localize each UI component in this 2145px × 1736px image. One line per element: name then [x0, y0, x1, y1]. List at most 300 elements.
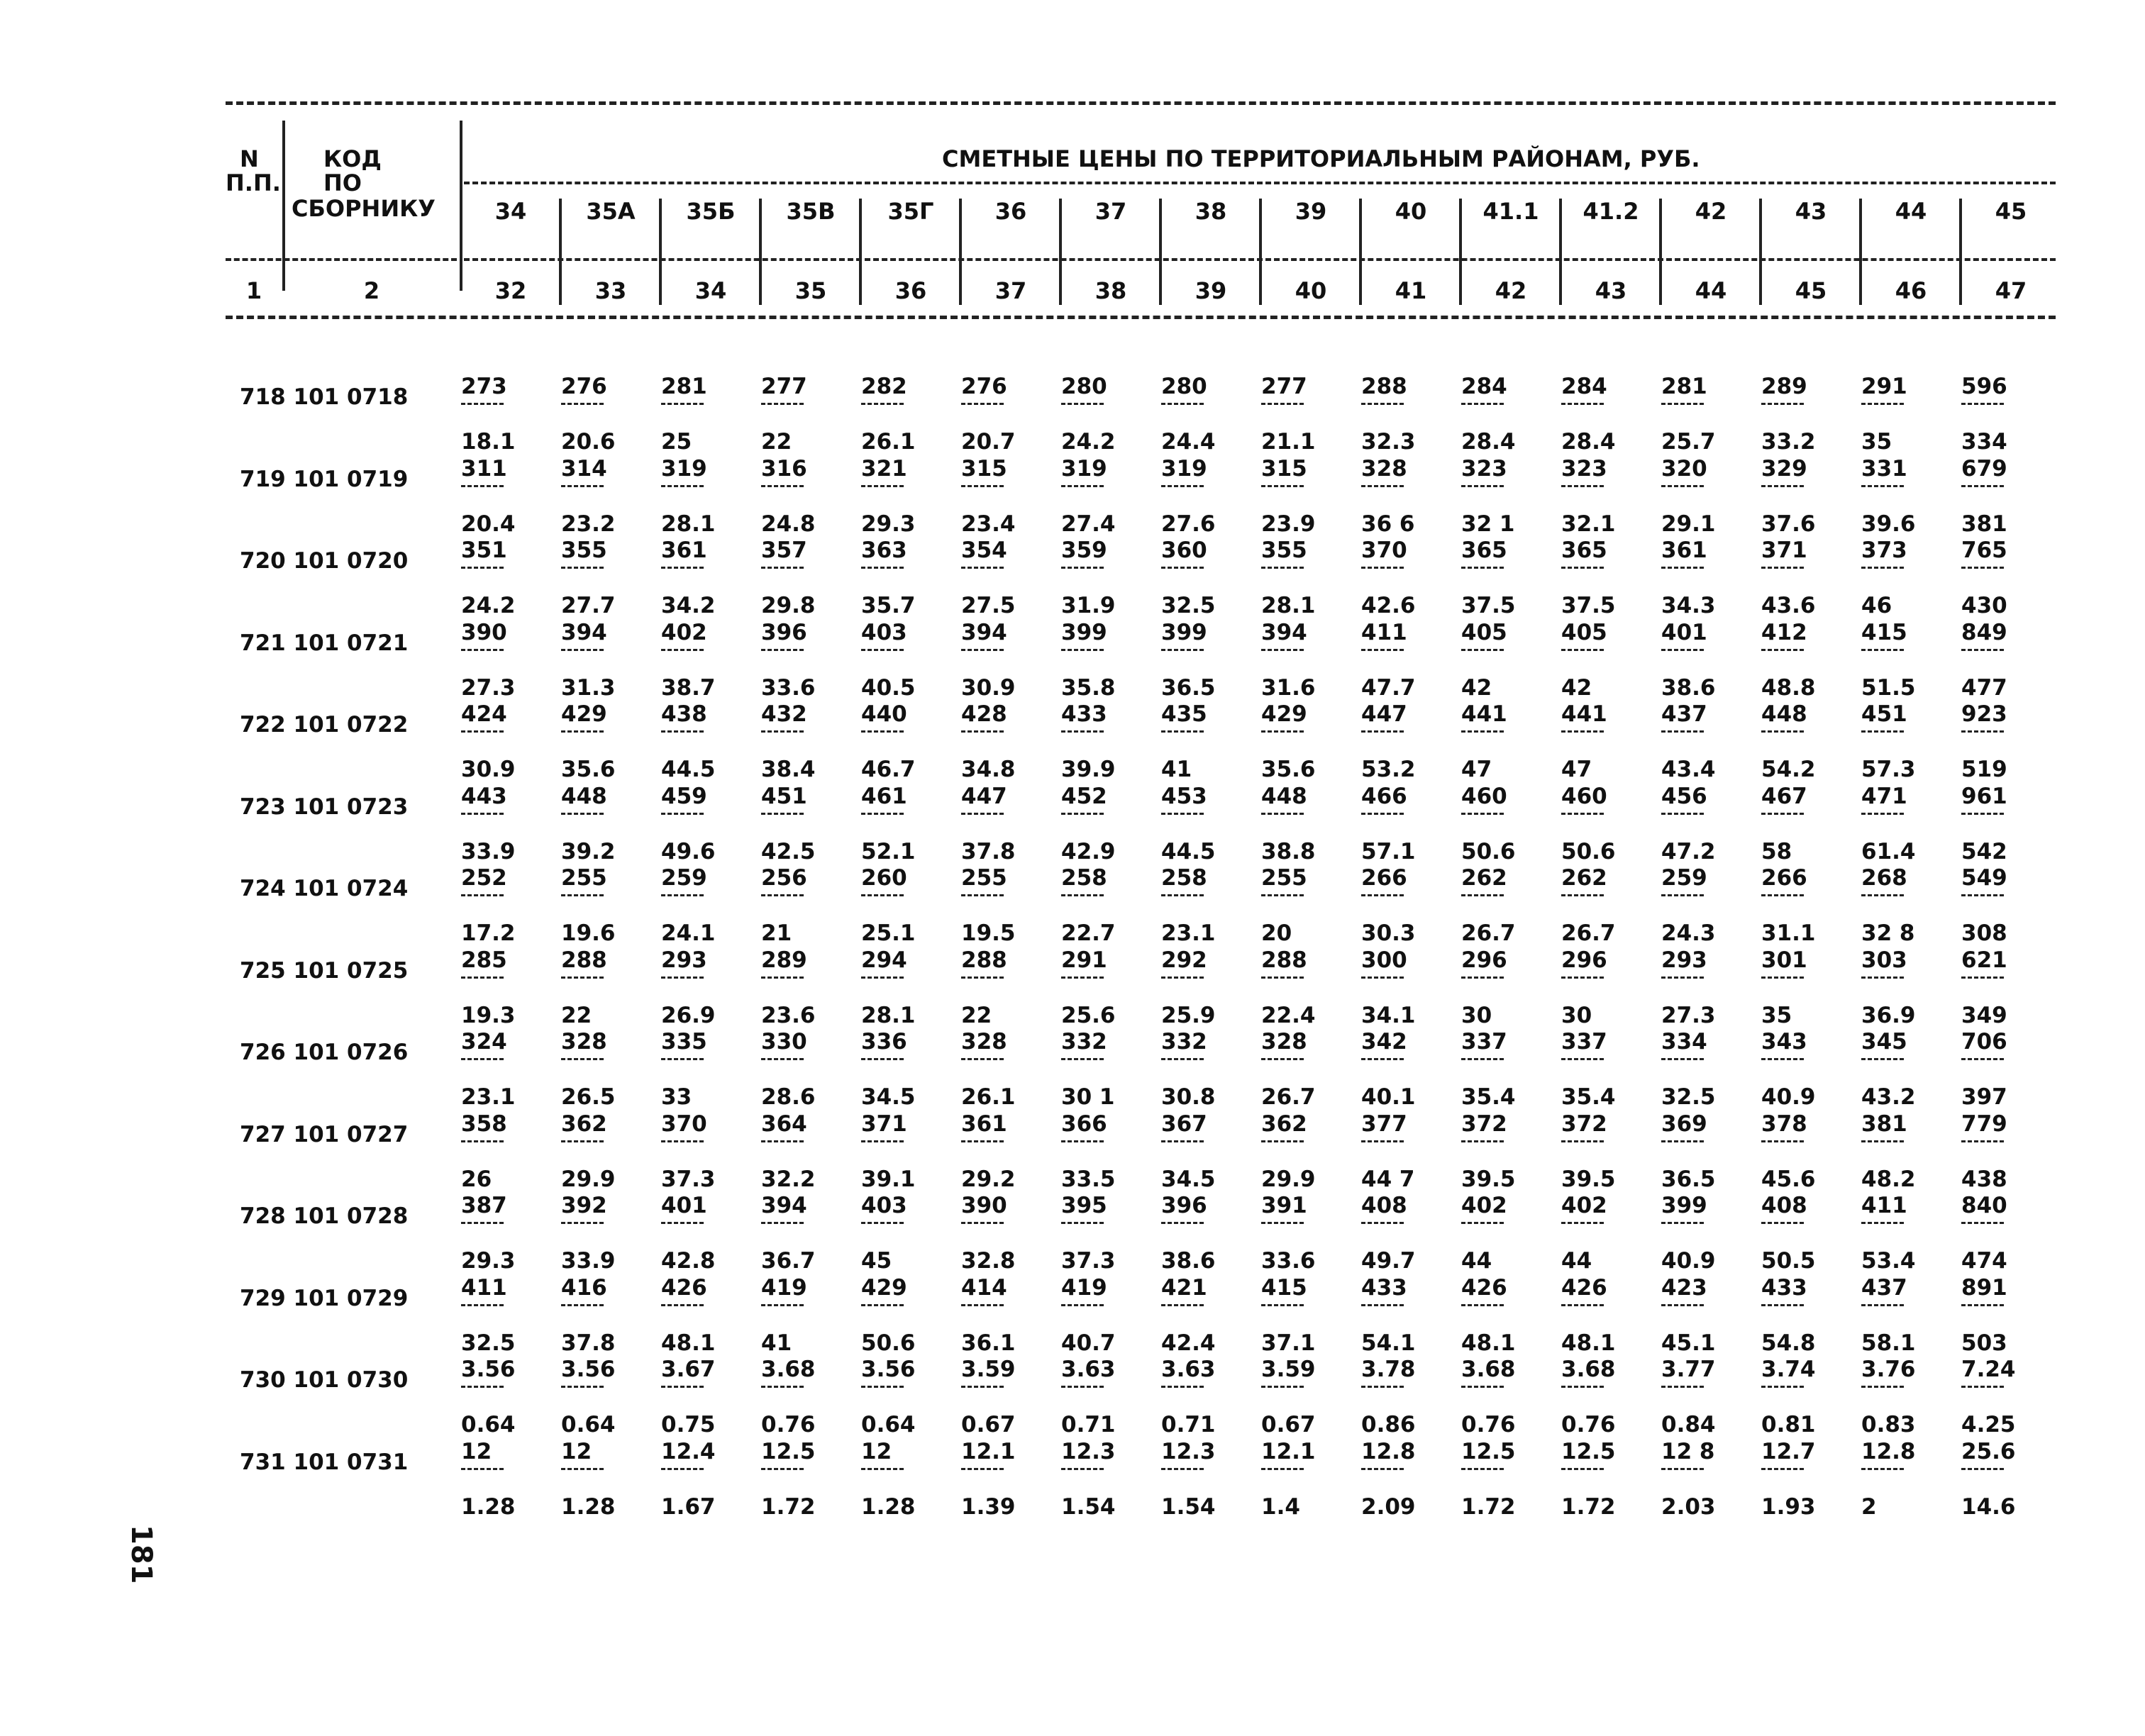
price-value: 258	[1061, 865, 1107, 891]
price-value: 408	[1361, 1193, 1407, 1218]
price-sub-value: 43.4	[1661, 757, 1716, 782]
price-cell	[861, 1113, 960, 1195]
fraction-bar	[861, 1386, 904, 1388]
price-cell	[1061, 540, 1160, 621]
price-cell	[861, 783, 960, 867]
price-value: 291	[1861, 374, 1907, 399]
table-row	[226, 1195, 2056, 1276]
price-sub-value: 37.1	[1261, 1330, 1316, 1356]
fraction-bar	[1661, 1140, 1704, 1142]
price-value: 765	[1961, 538, 2007, 563]
price-value: 285	[461, 947, 507, 973]
fraction-bar	[1061, 1058, 1104, 1060]
row-code: 729 101 0729	[240, 1285, 409, 1311]
price-sub-value: 36.5	[1161, 674, 1216, 701]
price-cell	[1161, 455, 1260, 540]
price-sub-value: 26.7	[1461, 920, 1516, 946]
price-cell	[561, 1195, 660, 1276]
price-value: 416	[561, 1274, 607, 1301]
price-value: 268	[1861, 865, 1907, 891]
price-sub-value: 1.28	[561, 1493, 616, 1520]
price-cell	[561, 1113, 660, 1195]
header-code-line2: ПО	[323, 169, 362, 196]
fraction-bar	[761, 1140, 804, 1142]
fraction-bar	[1561, 976, 1604, 979]
price-cell	[1361, 455, 1461, 540]
price-value: 401	[1661, 619, 1707, 645]
price-cell	[1561, 376, 1661, 457]
price-value: 281	[1661, 374, 1707, 399]
price-sub-value: 27.3	[1661, 1002, 1716, 1028]
fraction-bar	[461, 567, 504, 569]
price-sub-value: 50.5	[1761, 1248, 1816, 1274]
price-cell	[1161, 1359, 1260, 1440]
fraction-bar	[1961, 567, 2004, 569]
price-sub-value: 334	[1961, 429, 2007, 455]
fraction-bar	[761, 567, 804, 569]
price-value: 596	[1961, 374, 2007, 399]
fraction-bar	[1661, 976, 1704, 979]
price-cell	[1461, 1031, 1561, 1113]
price-sub-value: 477	[1961, 674, 2007, 701]
price-cell	[1761, 1359, 1861, 1440]
fraction-bar	[1461, 730, 1504, 733]
price-cell	[1661, 1359, 1761, 1440]
price-cell	[1361, 1195, 1461, 1276]
price-cell	[1061, 455, 1160, 540]
price-cell	[1261, 455, 1360, 540]
price-cell	[1261, 1113, 1360, 1195]
fraction-bar	[1161, 567, 1204, 569]
price-sub-value: 40.1	[1361, 1084, 1416, 1110]
index-col-1: 1	[245, 277, 262, 304]
price-cell	[1461, 455, 1561, 540]
fraction-bar	[861, 1058, 904, 1060]
price-value: 466	[1361, 783, 1407, 809]
price-sub-value: 39.5	[1561, 1166, 1616, 1192]
fraction-bar	[661, 485, 704, 487]
price-cell	[861, 947, 960, 1031]
price-value: 419	[1061, 1274, 1107, 1301]
fraction-bar	[561, 1140, 604, 1142]
price-cell	[1761, 455, 1861, 540]
price-cell	[1461, 947, 1561, 1031]
price-value: 423	[1661, 1274, 1707, 1301]
fraction-bar	[761, 1058, 804, 1060]
price-cell	[1561, 540, 1661, 621]
price-value: 355	[561, 538, 607, 563]
price-value: 621	[1961, 947, 2007, 973]
price-value: 408	[1761, 1193, 1807, 1218]
price-cell	[1461, 1274, 1561, 1359]
fraction-bar	[1561, 403, 1604, 405]
price-cell	[1161, 1195, 1260, 1276]
price-cell	[1061, 1031, 1160, 1113]
price-cell	[961, 783, 1060, 867]
fraction-bar	[1661, 1058, 1704, 1060]
district-index: 40	[1295, 277, 1327, 304]
price-sub-value: 19.5	[961, 920, 1016, 946]
price-cell	[1761, 703, 1861, 785]
price-sub-value: 26.7	[1261, 1084, 1316, 1110]
price-cell	[761, 1438, 860, 1523]
price-sub-value: 33.9	[561, 1248, 616, 1274]
fraction-bar	[1061, 1386, 1104, 1388]
price-cell	[1961, 376, 2061, 457]
price-value: 335	[661, 1029, 707, 1055]
price-sub-value: 34.8	[961, 757, 1016, 782]
price-value: 277	[1261, 374, 1307, 399]
price-value: 411	[1861, 1193, 1907, 1218]
price-sub-value: 2	[1861, 1493, 1877, 1520]
fraction-bar	[1361, 976, 1404, 979]
price-value: 364	[761, 1111, 807, 1137]
price-sub-value: 25.6	[1061, 1002, 1116, 1028]
fraction-bar	[661, 1140, 704, 1142]
price-sub-value: 44.5	[1161, 838, 1216, 864]
price-value: 288	[1361, 374, 1407, 399]
price-value: 441	[1461, 701, 1507, 727]
price-sub-value: 57.1	[1361, 838, 1416, 864]
price-sub-value: 34.2	[661, 593, 716, 618]
fraction-bar	[1861, 649, 1904, 651]
price-sub-value: 29.8	[761, 593, 816, 618]
price-cell	[461, 1359, 560, 1440]
price-value: 284	[1561, 374, 1607, 399]
price-sub-value: 40.7	[1061, 1330, 1116, 1356]
table-row	[226, 455, 2056, 540]
price-sub-value: 438	[1961, 1166, 2007, 1192]
header-code-line1: КОД	[323, 145, 382, 172]
price-cell	[661, 703, 760, 785]
price-value: 12.4	[661, 1438, 716, 1464]
price-sub-value: 50.6	[1561, 838, 1616, 864]
price-sub-value: 4.25	[1961, 1412, 2016, 1437]
fraction-bar	[561, 813, 604, 815]
price-value: 276	[561, 374, 607, 399]
price-cell	[661, 867, 760, 949]
price-cell	[761, 1195, 860, 1276]
price-value: 394	[761, 1193, 807, 1218]
price-value: 3.56	[561, 1357, 616, 1382]
fraction-bar	[961, 1304, 1004, 1306]
fraction-bar	[1161, 894, 1204, 896]
fraction-bar	[461, 1140, 504, 1142]
price-value: 426	[1561, 1274, 1607, 1301]
price-value: 282	[861, 374, 907, 399]
price-sub-value: 34.3	[1661, 593, 1716, 618]
price-value: 414	[961, 1274, 1007, 1301]
fraction-bar	[961, 1140, 1004, 1142]
price-value: 361	[661, 538, 707, 563]
fraction-bar	[1761, 1304, 1804, 1306]
price-value: 779	[1961, 1111, 2007, 1137]
fraction-bar	[1661, 1386, 1704, 1388]
fraction-bar	[761, 403, 804, 405]
price-cell	[1561, 455, 1661, 540]
price-sub-value: 1.72	[761, 1493, 816, 1520]
table-row	[226, 947, 2056, 1031]
price-value: 390	[461, 619, 507, 645]
fraction-bar	[661, 1058, 704, 1060]
price-value: 411	[461, 1274, 507, 1301]
price-sub-value: 47.2	[1661, 838, 1716, 864]
price-value: 369	[1661, 1111, 1707, 1137]
price-value: 342	[1361, 1029, 1407, 1055]
fraction-bar	[1261, 1468, 1304, 1470]
price-sub-value: 0.67	[961, 1412, 1016, 1437]
price-sub-value: 33.6	[761, 674, 816, 701]
price-cell	[861, 703, 960, 785]
price-cell	[1961, 619, 2061, 703]
price-sub-value: 22.4	[1261, 1002, 1316, 1028]
price-cell	[1161, 1274, 1260, 1359]
fraction-bar	[561, 976, 604, 979]
price-cell	[1361, 1113, 1461, 1195]
price-value: 961	[1961, 783, 2007, 809]
price-value: 12.5	[1561, 1438, 1616, 1464]
price-sub-value: 14.6	[1961, 1493, 2016, 1520]
fraction-bar	[561, 730, 604, 733]
fraction-bar	[1061, 1222, 1104, 1224]
district-header: 37	[1094, 198, 1127, 225]
price-value: 362	[1261, 1111, 1307, 1137]
fraction-bar	[1161, 730, 1204, 733]
fraction-bar	[461, 894, 504, 896]
price-value: 343	[1761, 1029, 1807, 1055]
fraction-bar	[461, 403, 504, 405]
price-cell	[1061, 1359, 1160, 1440]
fraction-bar	[1861, 813, 1904, 815]
price-cell	[1261, 540, 1360, 621]
price-value: 421	[1161, 1274, 1207, 1301]
price-value: 12.7	[1761, 1438, 1816, 1464]
price-value: 3.68	[1461, 1357, 1516, 1382]
fraction-bar	[1961, 1222, 2004, 1224]
fraction-bar	[1561, 649, 1604, 651]
price-cell	[461, 1438, 560, 1523]
price-cell	[461, 703, 560, 785]
fraction-bar	[1361, 1140, 1404, 1142]
price-value: 337	[1561, 1029, 1607, 1055]
price-cell	[1061, 1274, 1160, 1359]
fraction-bar	[1861, 1386, 1904, 1388]
price-sub-value: 20	[1261, 920, 1292, 946]
price-sub-value: 30 1	[1061, 1084, 1115, 1110]
price-sub-value: 34.5	[1161, 1166, 1216, 1192]
price-sub-value: 29.1	[1661, 511, 1716, 537]
district-index: 33	[594, 277, 627, 304]
price-sub-value: 26.1	[961, 1084, 1016, 1110]
price-sub-value: 39.2	[561, 838, 616, 864]
price-value: 328	[561, 1029, 607, 1055]
fraction-bar	[1661, 894, 1704, 896]
price-sub-value: 31.9	[1061, 593, 1116, 618]
price-cell	[1561, 1359, 1661, 1440]
fraction-bar	[1561, 894, 1604, 896]
price-cell	[1961, 1195, 2061, 1276]
fraction-bar	[1361, 403, 1404, 405]
district-index: 47	[1995, 277, 2027, 304]
price-cell	[1161, 1113, 1260, 1195]
fraction-bar	[761, 1386, 804, 1388]
fraction-bar	[1061, 403, 1104, 405]
price-sub-value: 0.64	[561, 1412, 616, 1437]
fraction-bar	[1861, 1058, 1904, 1060]
price-sub-value: 38.6	[1161, 1248, 1216, 1274]
price-sub-value: 32 8	[1861, 920, 1915, 946]
price-cell	[861, 867, 960, 949]
price-sub-value: 41	[1161, 757, 1192, 782]
price-cell	[1961, 455, 2061, 540]
district-index: 45	[1795, 277, 1827, 304]
fraction-bar	[561, 894, 604, 896]
row-code: 723 101 0723	[240, 794, 409, 820]
price-sub-value: 22.7	[1061, 920, 1116, 946]
price-cell	[1861, 947, 1961, 1031]
price-sub-value: 26.1	[861, 429, 916, 455]
price-cell	[1861, 867, 1961, 949]
price-value: 372	[1461, 1111, 1507, 1137]
fraction-bar	[1661, 1222, 1704, 1224]
fraction-bar	[1661, 730, 1704, 733]
price-value: 288	[961, 947, 1007, 973]
price-sub-value: 48.8	[1761, 674, 1816, 701]
table-row	[226, 540, 2056, 621]
fraction-bar	[1161, 1140, 1204, 1142]
price-value: 461	[861, 783, 907, 809]
price-sub-value: 397	[1961, 1084, 2007, 1110]
price-cell	[1361, 619, 1461, 703]
fraction-bar	[1461, 1468, 1504, 1470]
district-header: 34	[494, 198, 527, 225]
fraction-bar	[1461, 1304, 1504, 1306]
price-value: 456	[1661, 783, 1707, 809]
price-sub-value: 28.1	[661, 511, 716, 537]
price-value: 426	[661, 1274, 707, 1301]
price-value: 301	[1761, 947, 1807, 973]
page-number: 181	[125, 1525, 157, 1584]
fraction-bar	[1761, 813, 1804, 815]
table-row	[226, 703, 2056, 785]
price-value: 363	[861, 538, 907, 563]
price-cell	[761, 455, 860, 540]
district-header: 41.2	[1583, 198, 1639, 225]
price-sub-value: 39.6	[1861, 511, 1916, 537]
fraction-bar	[1861, 1304, 1904, 1306]
price-cell	[1361, 783, 1461, 867]
price-value: 403	[861, 619, 907, 645]
fraction-bar	[1161, 1222, 1204, 1224]
price-cell	[461, 540, 560, 621]
price-value: 679	[1961, 455, 2007, 482]
price-cell	[1061, 1438, 1160, 1523]
price-sub-value: 42.6	[1361, 593, 1416, 618]
price-value: 266	[1761, 865, 1807, 891]
price-value: 357	[761, 538, 807, 563]
price-cell	[1761, 867, 1861, 949]
price-sub-value: 53.4	[1861, 1248, 1916, 1274]
price-cell	[861, 455, 960, 540]
price-value: 365	[1461, 538, 1507, 563]
fraction-bar	[1661, 1304, 1704, 1306]
price-sub-value: 0.76	[761, 1412, 816, 1437]
fraction-bar	[1861, 730, 1904, 733]
price-sub-value: 54.1	[1361, 1330, 1416, 1356]
price-sub-value: 20.6	[561, 429, 616, 455]
fraction-bar	[1761, 1386, 1804, 1388]
district-header: 35Г	[887, 198, 934, 225]
price-cell	[761, 1113, 860, 1195]
price-sub-value: 33.9	[461, 838, 516, 864]
price-sub-value: 24.1	[661, 920, 716, 946]
price-value: 367	[1161, 1111, 1207, 1137]
price-cell	[761, 867, 860, 949]
fraction-bar	[1761, 1468, 1804, 1470]
fraction-bar	[461, 649, 504, 651]
price-cell	[1561, 1113, 1661, 1195]
price-cell	[1161, 619, 1260, 703]
price-cell	[761, 783, 860, 867]
fraction-bar	[1361, 730, 1404, 733]
price-cell	[1261, 1031, 1360, 1113]
fraction-bar	[1261, 1304, 1304, 1306]
price-cell	[1661, 1195, 1761, 1276]
fraction-bar	[961, 1468, 1004, 1470]
table-row	[226, 376, 2056, 457]
fraction-bar	[561, 649, 604, 651]
price-value: 3.56	[861, 1357, 916, 1382]
price-cell	[1861, 455, 1961, 540]
price-sub-value: 47.7	[1361, 674, 1416, 701]
price-cell	[461, 783, 560, 867]
district-header: 35Б	[686, 198, 736, 225]
price-value: 460	[1461, 783, 1507, 809]
price-value: 289	[1761, 374, 1807, 399]
price-value: 370	[661, 1111, 707, 1137]
fraction-bar	[761, 649, 804, 651]
price-value: 360	[1161, 538, 1207, 563]
fraction-bar	[1561, 567, 1604, 569]
fraction-bar	[661, 403, 704, 405]
price-value: 394	[1261, 619, 1307, 645]
price-value: 12	[861, 1438, 892, 1464]
price-value: 12.3	[1161, 1438, 1216, 1464]
price-cell	[1361, 1031, 1461, 1113]
price-sub-value: 28.6	[761, 1084, 816, 1110]
price-sub-value: 53.2	[1361, 757, 1416, 782]
price-cell	[1661, 376, 1761, 457]
district-header: 39	[1295, 198, 1327, 225]
price-value: 372	[1561, 1111, 1607, 1137]
price-value: 255	[1261, 865, 1307, 891]
price-cell	[1661, 1274, 1761, 1359]
price-value: 467	[1761, 783, 1807, 809]
price-value: 412	[1761, 619, 1807, 645]
price-sub-value: 29.2	[961, 1166, 1016, 1192]
fraction-bar	[661, 1222, 704, 1224]
price-sub-value: 36.7	[761, 1248, 816, 1274]
price-sub-value: 1.28	[861, 1493, 916, 1520]
fraction-bar	[961, 976, 1004, 979]
price-sub-value: 37.3	[661, 1166, 716, 1192]
price-sub-value: 34.5	[861, 1084, 916, 1110]
price-sub-value: 40.5	[861, 674, 916, 701]
price-value: 331	[1861, 455, 1907, 482]
price-cell	[1261, 1438, 1360, 1523]
price-sub-value: 42	[1461, 674, 1492, 701]
price-cell	[1961, 1274, 2061, 1359]
